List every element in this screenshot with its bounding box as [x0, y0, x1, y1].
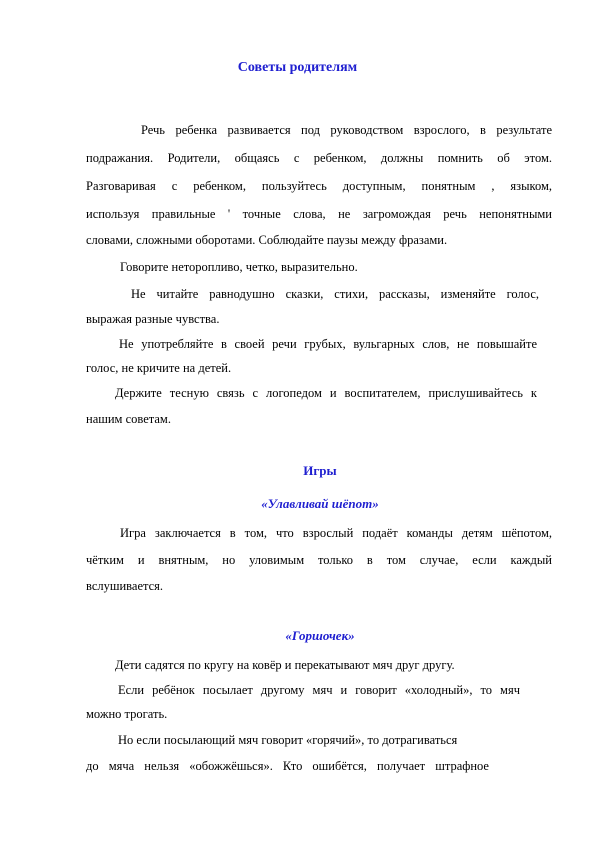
- game1-line3: вслушивается.: [86, 579, 164, 593]
- advice-p1-line3: Разговаривая с ребенком, пользуйтесь доступным, понятным , языком,: [86, 179, 552, 193]
- advice-p4-line2: голос, не кричите на детей.: [86, 361, 232, 375]
- page-title: Советы родителям: [237, 60, 358, 75]
- advice-p2: Говорите неторопливо, четко, выразительно.: [120, 260, 358, 274]
- game2-line5: до мяча нельзя «обожжёшься». Кто ошибётся, получает штрафное: [86, 759, 489, 773]
- advice-p4-line1: Не употребляйте в своей речи грубых, вульгарных слов, не повышайте: [119, 337, 537, 351]
- game2-title: «Горшочек»: [285, 628, 355, 643]
- games-heading: Игры: [303, 463, 337, 478]
- game1-line2: чётким и внятным, но уловимым только в том случае, если каждый: [86, 553, 552, 567]
- advice-p1-line2: подражания. Родители, общаясь с ребенком, должны помнить об этом.: [86, 151, 552, 165]
- game1-title: «Улавливай шёпот»: [261, 496, 379, 511]
- advice-p1-line4: используя правильные ' точные слова, не загромождая речь непонятными: [86, 207, 552, 221]
- advice-p1-line5: словами, сложными оборотами. Соблюдайте паузы между фразами.: [86, 233, 448, 247]
- game2-line1: Дети садятся по кругу на ковёр и перекатывают мяч друг другу.: [115, 658, 455, 672]
- advice-p5-line2: нашим советам.: [86, 412, 171, 426]
- game2-line4: Но если посылающий мяч говорит «горячий», то дотрагиваться: [118, 733, 458, 747]
- game2-line3: можно трогать.: [86, 707, 168, 721]
- advice-p5-line1: Держите тесную связь с логопедом и воспитателем, прислушивайтесь к: [115, 386, 537, 400]
- advice-p3-line1: Не читайте равнодушно сказки, стихи, рассказы, изменяйте голос,: [131, 287, 539, 301]
- game1-line1: Игра заключается в том, что взрослый подаёт команды детям шёпотом,: [120, 526, 552, 540]
- advice-p3-line2: выражая разные чувства.: [86, 312, 220, 326]
- game2-line2: Если ребёнок посылает другому мяч и говорит «холодный», то мяч: [118, 683, 520, 697]
- advice-p1-line1: Речь ребенка развивается под руководством взрослого, в результате: [141, 123, 552, 137]
